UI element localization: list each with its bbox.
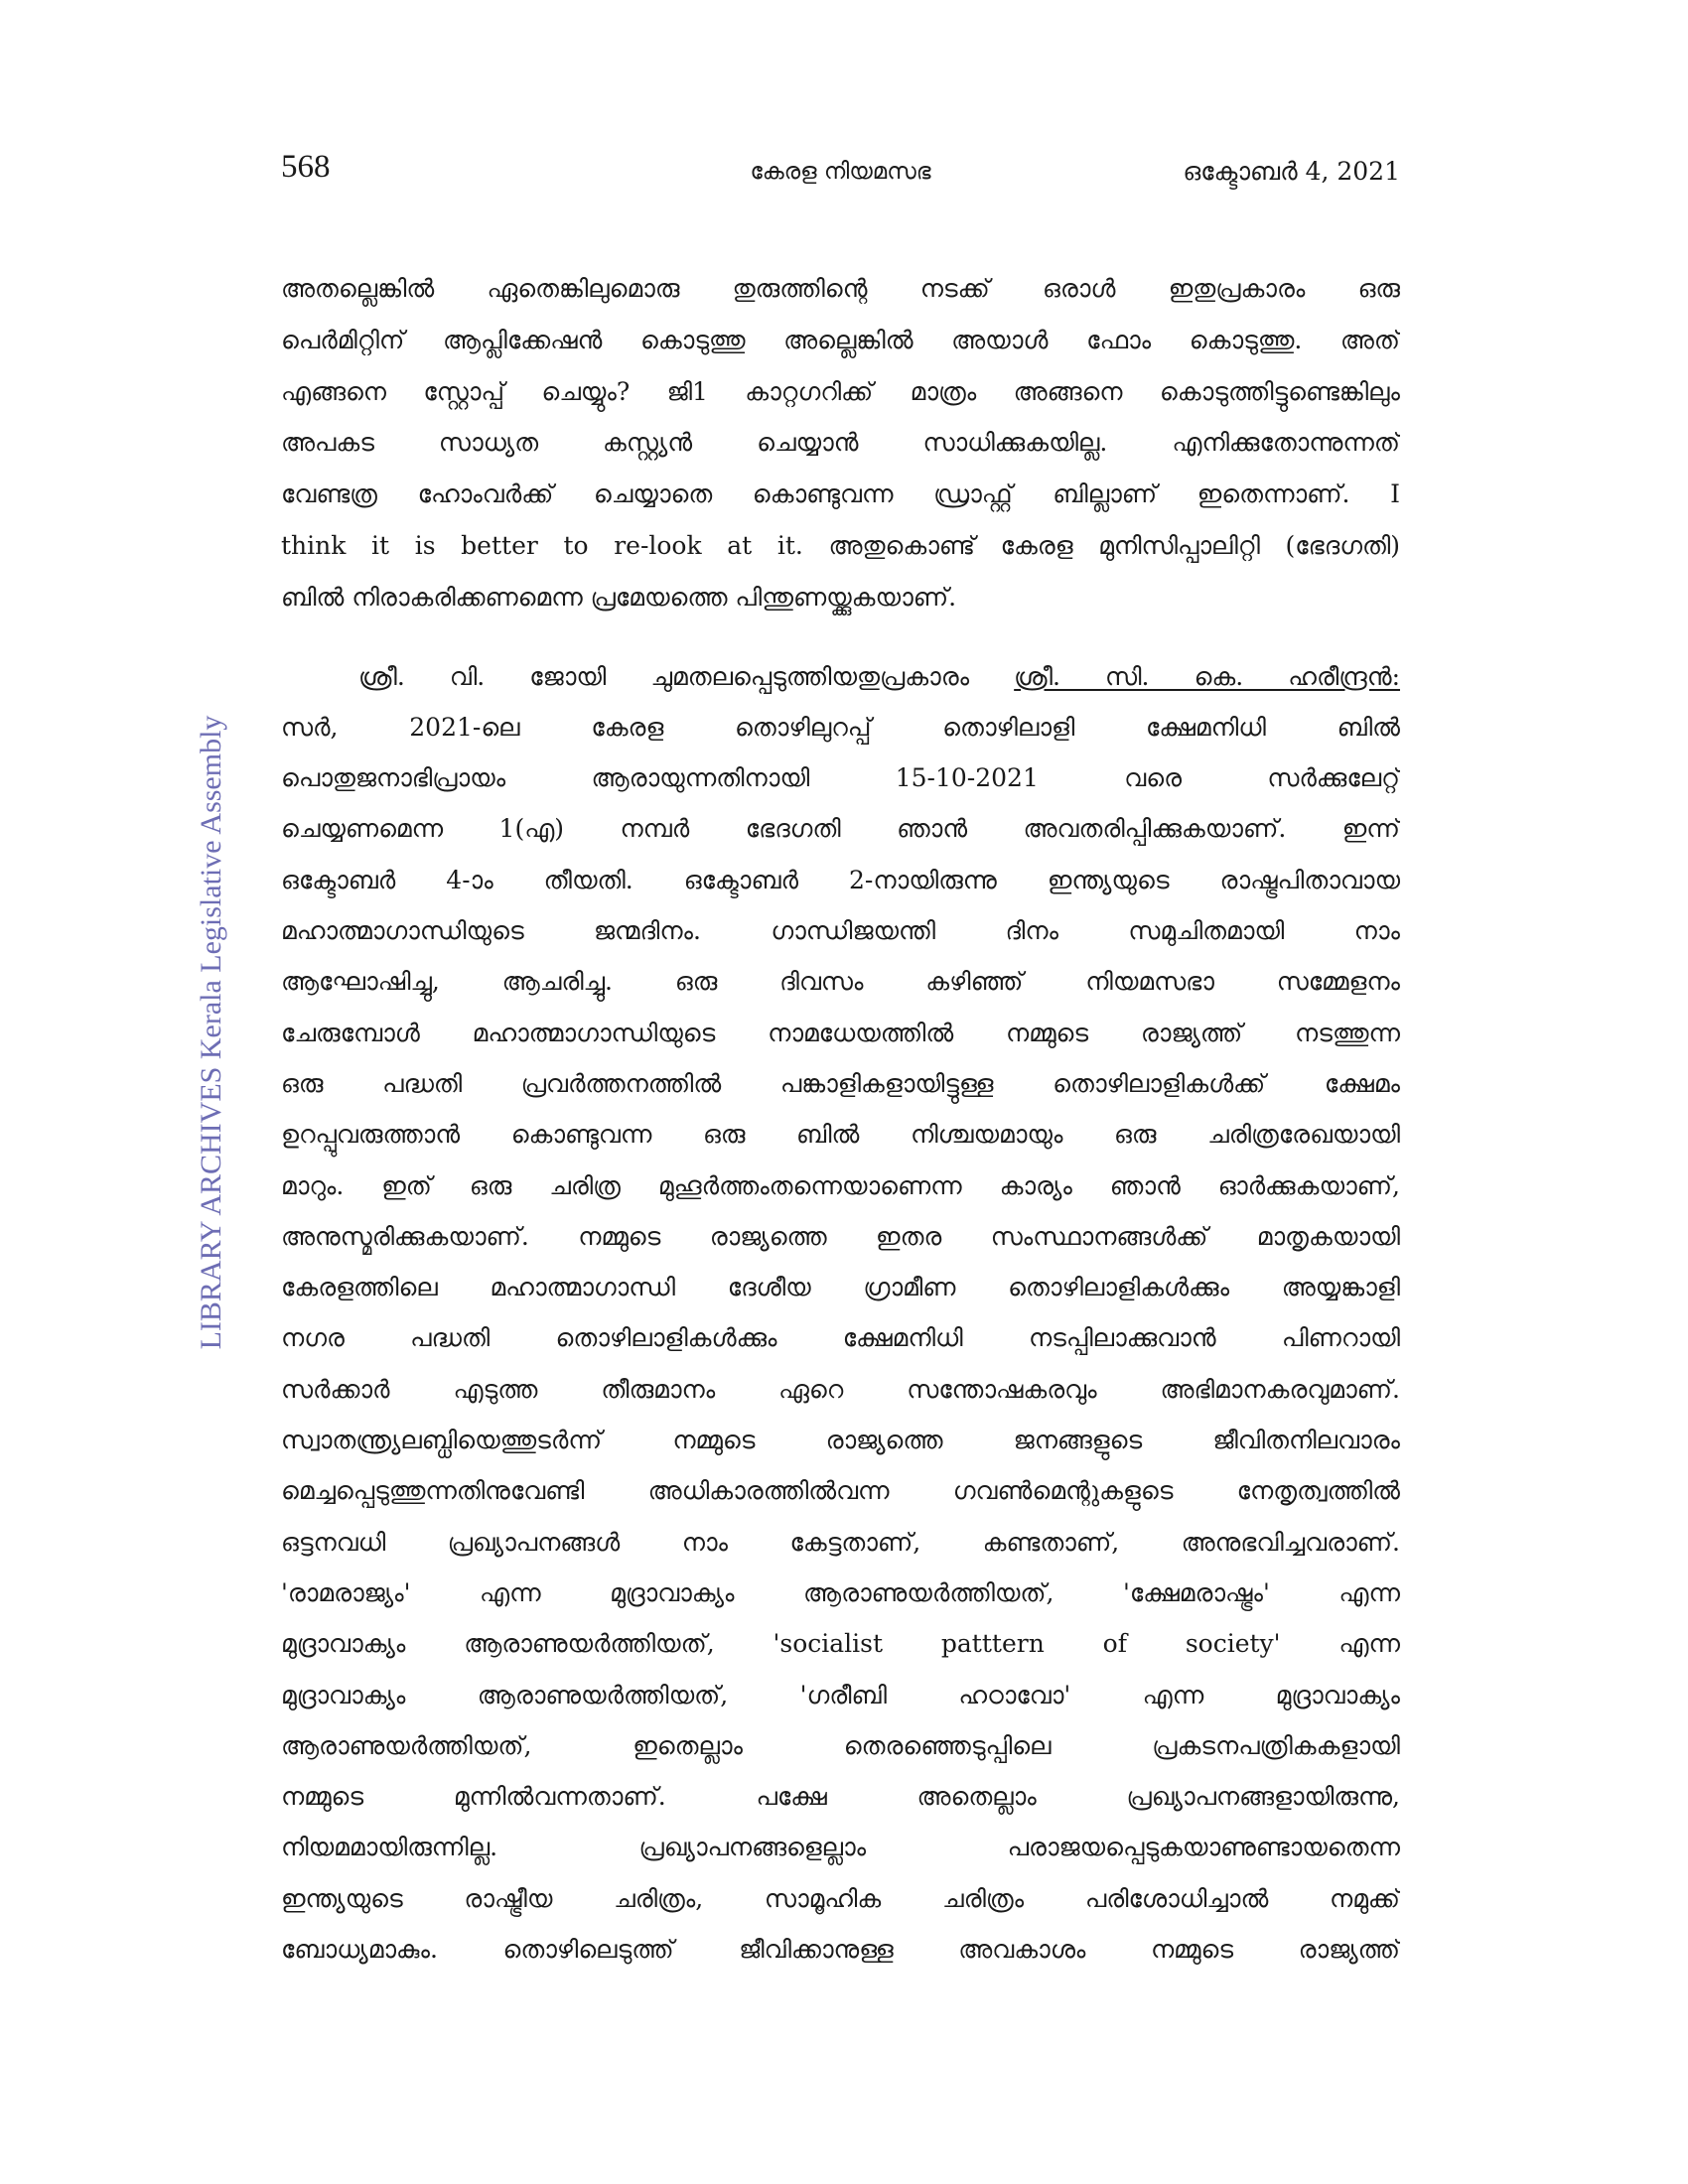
paragraph-2-first-line bbox=[281, 651, 1400, 702]
paragraph-2-line: മുദ്രാവാക്യം ആരാണുയർത്തിയത്, 'socialist patttern of society' എന്ന bbox=[281, 1629, 1400, 1659]
paragraph-1-line: അപകട സാധ്യത കസ്റ്റ്യൻ ചെയ്യാൻ സാധിക്കുകയില്ല. എനിക്കുതോന്നുന്നത് bbox=[281, 428, 1400, 458]
paragraph-2-line: ഉറപ്പുവരുത്താൻ കൊണ്ടുവന്ന ഒരു ബിൽ നിശ്ചയമായും ഒരു ചരിത്രരേഖയായി bbox=[281, 1120, 1400, 1150]
paragraph-2-line: സർക്കാർ എടുത്ത തീരുമാനം ഏറെ സന്തോഷകരവും അഭിമാനകരവുമാണ്. bbox=[281, 1374, 1400, 1404]
paragraph-2-line: ഒരു പദ്ധതി പ്രവർത്തനത്തിൽ പങ്കാളികളായിട്ടുള്ള തൊഴിലാളികൾക്ക് ക്ഷേമം bbox=[281, 1068, 1400, 1098]
paragraph-2-line: ഒക്ടോബർ 4-ാം തീയതി. ഒക്ടോബർ 2-നായിരുന്നു ഇന്ത്യയുടെ രാഷ്ട്രപിതാവായ bbox=[281, 865, 1400, 894]
paragraph-2-line: ആഘോഷിച്ചു, ആചരിച്ചു. ഒരു ദിവസം കഴിഞ്ഞ് നിയമസഭാ സമ്മേളനം bbox=[281, 967, 1400, 997]
paragraph-2-line: സർ, 2021-ലെ കേരള തൊഴിലുറപ്പ് തൊഴിലാളി ക്ഷേമനിധി ബിൽ bbox=[281, 712, 1400, 742]
page-header bbox=[281, 149, 1400, 199]
paragraph-2-line: ചെയ്യണമെന്ന 1(എ) നമ്പർ ഭേദഗതി ഞാൻ അവതരിപ്പിക്കുകയാണ്. ഇന്ന് bbox=[281, 814, 1400, 844]
speaker-name: ശ്രീ. സി. കെ. ഹരീന്ദ്രൻ: bbox=[1014, 661, 1400, 691]
paragraph-1-line: എങ്ങനെ സ്റ്റോപ്പ് ചെയ്യും? ജി1 കാറ്റഗറിക്ക് മാത്രം അങ്ങനെ കൊടുത്തിട്ടുണ്ടെങ്കിലും bbox=[281, 376, 1400, 406]
paragraph-2-line: ഒട്ടനവധി പ്രഖ്യാപനങ്ങൾ നാം കേട്ടതാണ്, കണ്ടതാണ്, അനുഭവിച്ചവരാണ്. bbox=[281, 1527, 1400, 1557]
paragraph-1-line: വേണ്ടത്ര ഹോംവർക്ക് ചെയ്യാതെ കൊണ്ടുവന്ന ഡ്രാഫ്റ്റ് ബില്ലാണ് ഇതെന്നാണ്. I bbox=[281, 479, 1400, 509]
paragraph-2-line: നമ്മുടെ മുന്നിൽവന്നതാണ്. പക്ഷേ അതെല്ലാം പ്രഖ്യാപനങ്ങളായിരുന്നു, bbox=[281, 1782, 1400, 1812]
running-title: കേരള നിയമസഭ bbox=[750, 159, 931, 185]
header-date: ഒക്ടോബർ 4, 2021 bbox=[1183, 157, 1400, 186]
watermark-text: LIBRARY ARCHIVES Kerala Legislative Assembly bbox=[195, 715, 227, 1350]
paragraph-1-line: think it is better to re-look at it. അതുകൊണ്ട് കേരള മുനിസിപ്പാലിറ്റി (ഭേദഗതി) bbox=[281, 530, 1400, 560]
paragraph-2-line: കേരളത്തിലെ മഹാത്മാഗാന്ധി ദേശീയ ഗ്രാമീണ തൊഴിലാളികൾക്കും അയ്യങ്കാളി bbox=[281, 1273, 1400, 1302]
paragraph-2-line: പൊതുജനാഭിപ്രായം ആരായുന്നതിനായി 15-10-2021 വരെ സർക്കുലേറ്റ് bbox=[281, 763, 1400, 793]
paragraph-2-line: അനുസ്മരിക്കുകയാണ്. നമ്മുടെ രാജ്യത്തെ ഇതര സംസ്ഥാനങ്ങൾക്ക് മാതൃകയായി bbox=[281, 1221, 1400, 1251]
document-body bbox=[281, 263, 1400, 1975]
paragraph-2-line: മുദ്രാവാക്യം ആരാണുയർത്തിയത്, 'ഗരീബി ഹഠാവോ' എന്ന മുദ്രാവാക്യം bbox=[281, 1680, 1400, 1709]
paragraph-1-line: ബിൽ നിരാകരിക്കണമെന്ന പ്രമേയത്തെ പിന്തുണയ്ക്കുകയാണ്. bbox=[281, 582, 957, 612]
attribution-text: ശ്രീ. വി. ജോയി ചുമതലപ്പെടുത്തിയതുപ്രകാരം bbox=[358, 661, 1015, 691]
paragraph-1-line: അതല്ലെങ്കിൽ ഏതെങ്കിലുമൊരു തുരുത്തിന്റെ നടക്ക് ഒരാൾ ഇതുപ്രകാരം ഒരു bbox=[281, 274, 1400, 303]
paragraph-2-line: ബോധ്യമാകും. തൊഴിലെടുത്ത് ജീവിക്കാനുള്ള അവകാശം നമ്മുടെ രാജ്യത്ത് bbox=[281, 1935, 1400, 1964]
paragraph-2-line: മാറും. ഇത് ഒരു ചരിത്ര മുഹൂർത്തംതന്നെയാണെന്ന കാര്യം ഞാൻ ഓർക്കുകയാണ്, bbox=[281, 1170, 1400, 1200]
page-number: 568 bbox=[281, 149, 331, 185]
paragraph-2 bbox=[281, 651, 1400, 1976]
paragraph-2-line: ആരാണുയർത്തിയത്, ഇതെല്ലാം തെരഞ്ഞെടുപ്പിലെ പ്രകടനപത്രികകളായി bbox=[281, 1730, 1400, 1760]
paragraph-2-line: 'രാമരാജ്യം' എന്ന മുദ്രാവാക്യം ആരാണുയർത്തിയത്, 'ക്ഷേമരാഷ്ട്രം' എന്ന bbox=[281, 1577, 1400, 1607]
paragraph-2-line: മഹാത്മാഗാന്ധിയുടെ ജന്മദിനം. ഗാന്ധിജയന്തി ദിനം സമുചിതമായി നാം bbox=[281, 916, 1400, 946]
paragraph-2-line: ചേരുമ്പോൾ മഹാത്മാഗാന്ധിയുടെ നാമധേയത്തിൽ നമ്മുടെ രാജ്യത്ത് നടത്തുന്ന bbox=[281, 1018, 1400, 1047]
paragraph-1 bbox=[281, 263, 1400, 623]
paragraph-2-line: മെച്ചപ്പെടുത്തുന്നതിനുവേണ്ടി അധികാരത്തിൽവന്ന ഗവൺമെന്റുകളുടെ നേതൃത്വത്തിൽ bbox=[281, 1476, 1400, 1506]
paragraph-2-line: ഇന്ത്യയുടെ രാഷ്ട്രീയ ചരിത്രം, സാമൂഹിക ചരിത്രം പരിശോധിച്ചാൽ നമുക്ക് bbox=[281, 1883, 1400, 1913]
paragraph-2-line: സ്വാതന്ത്ര്യലബ്ധിയെത്തുടർന്ന് നമ്മുടെ രാജ്യത്തെ ജനങ്ങളുടെ ജീവിതനിലവാരം bbox=[281, 1426, 1400, 1455]
paragraph-2-line: നഗര പദ്ധതി തൊഴിലാളികൾക്കും ക്ഷേമനിധി നടപ്പിലാക്കുവാൻ പിണറായി bbox=[281, 1323, 1400, 1353]
paragraph-2-line: നിയമമായിരുന്നില്ല. പ്രഖ്യാപനങ്ങളെല്ലാം പരാജയപ്പെടുകയാണുണ്ടായതെന്ന bbox=[281, 1833, 1400, 1862]
paragraph-1-line: പെർമിറ്റിന് ആപ്ലിക്കേഷൻ കൊടുത്തു അല്ലെങ്കിൽ അയാൾ ഫോം കൊടുത്തു. അത് bbox=[281, 325, 1400, 354]
